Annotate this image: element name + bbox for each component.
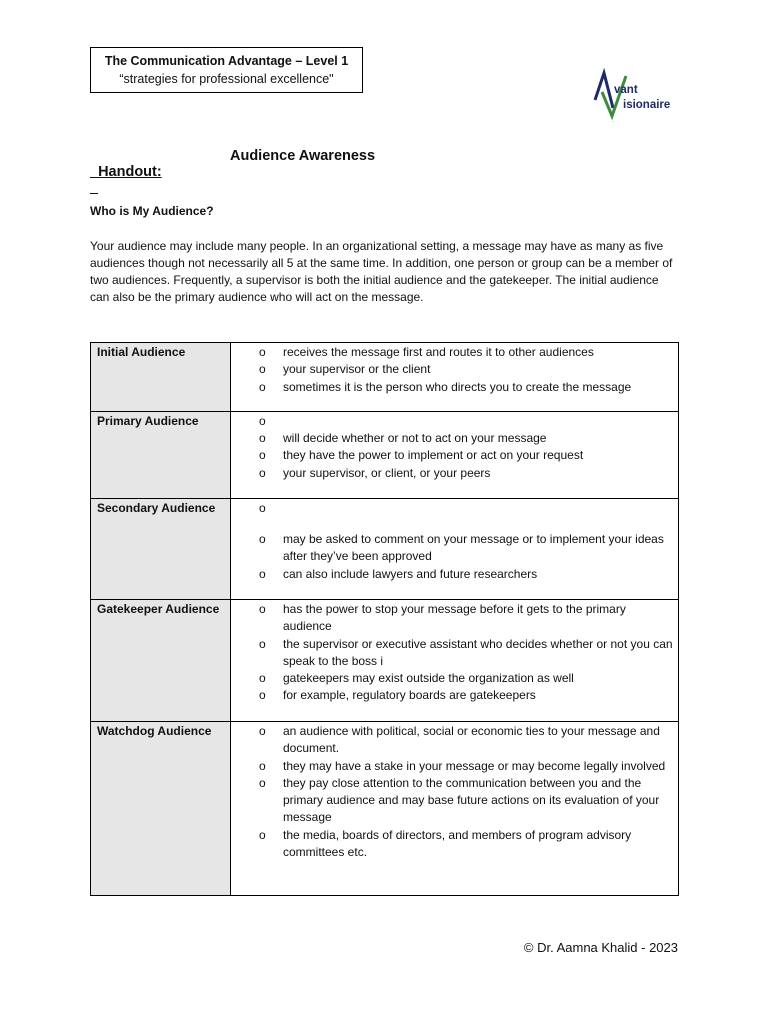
section-heading: Who is My Audience? bbox=[90, 204, 214, 218]
table-row bbox=[91, 412, 679, 499]
logo-mark-navy bbox=[595, 73, 613, 108]
list-item: o your supervisor or the client bbox=[231, 361, 674, 378]
audience-details bbox=[231, 499, 679, 600]
handout-label: Handout: bbox=[98, 164, 162, 180]
logo-tagline: ... bbox=[612, 118, 616, 123]
audience-details bbox=[231, 412, 679, 499]
list-item bbox=[231, 500, 674, 517]
audience-table bbox=[90, 342, 679, 896]
course-subtitle: “strategies for professional excellence" bbox=[119, 72, 334, 86]
list-item: o has the power to stop your message before it gets to the primary audience bbox=[231, 601, 674, 636]
table-row bbox=[91, 499, 679, 600]
logo-word-vant: vant bbox=[614, 84, 638, 96]
copyright-footer: © Dr. Aamna Khalid - 2023 bbox=[523, 940, 678, 955]
list-item: o for example, regulatory boards are gatekeepers bbox=[231, 687, 674, 704]
list-item: o an audience with political, social or economic ties to your message and document. bbox=[231, 723, 674, 758]
list-item: o they pay close attention to the communication between you and the primary audience and may base future actions on its evaluation of your message bbox=[231, 775, 674, 827]
handout-title: Audience Awareness bbox=[230, 148, 376, 164]
list-item: o may be asked to comment on your message or to implement your ideas after they’ve been approved bbox=[231, 531, 674, 566]
list-item: o sometimes it is the person who directs you to create the message bbox=[231, 379, 674, 396]
table-row bbox=[91, 343, 679, 412]
audience-details bbox=[231, 600, 679, 722]
audience-label: Initial Audience bbox=[91, 343, 231, 412]
list-item: o your supervisor, or client, or your peers bbox=[231, 465, 674, 482]
logo-word-isionaire: isionaire bbox=[623, 99, 671, 111]
course-title: The Communication Advantage – Level 1 bbox=[104, 54, 349, 68]
list-item: o gatekeepers may exist outside the organization as well bbox=[231, 670, 674, 687]
list-item: o the media, boards of directors, and members of program advisory committees etc. bbox=[231, 827, 674, 862]
audience-label: Watchdog Audience bbox=[91, 722, 231, 896]
list-item: o receives the message first and routes it to other audiences bbox=[231, 344, 674, 361]
handout-heading bbox=[90, 148, 376, 196]
list-item: o the supervisor or executive assistant who decides whether or not you can speak to the boss i bbox=[231, 636, 674, 671]
list-item: o will decide whether or not to act on your message bbox=[231, 430, 674, 447]
list-item: o they have the power to implement or act on your request bbox=[231, 447, 674, 464]
audience-details bbox=[231, 722, 679, 896]
course-title-box bbox=[90, 47, 363, 93]
list-item: o they may have a stake in your message or may become legally involved bbox=[231, 758, 674, 775]
audience-details bbox=[231, 343, 679, 412]
audience-label: Secondary Audience bbox=[91, 499, 231, 600]
avant-visionaire-logo bbox=[590, 68, 690, 126]
list-item bbox=[231, 413, 674, 430]
table-row bbox=[91, 722, 679, 896]
intro-paragraph: Your audience may include many people. In an organizational setting, a message may have as many as five audiences though not necessarily all 5 at the same time. In addition, one person or group can be a member of two audiences. Frequently, a supervisor is both the initial audience and the gatekeeper. The initial audience can also be the primary audience who will act on the message. bbox=[90, 239, 673, 304]
table-row bbox=[91, 600, 679, 722]
list-item: o can also include lawyers and future researchers bbox=[231, 566, 674, 583]
audience-label: Gatekeeper Audience bbox=[91, 600, 231, 722]
audience-label: Primary Audience bbox=[91, 412, 231, 499]
